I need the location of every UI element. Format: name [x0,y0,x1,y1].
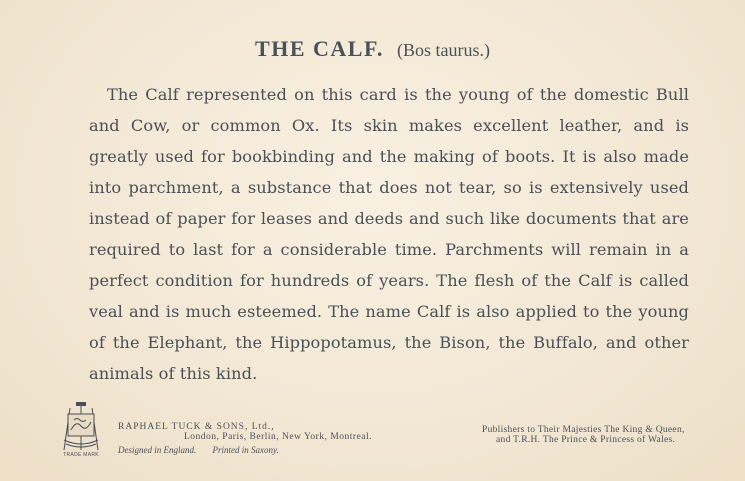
title-main: THE CALF. [255,36,384,61]
text-line: and Cow, or common Ox. Its skin makes excellent leather, and is [89,116,689,135]
trade-mark-label: TRADE MARK [63,452,99,458]
description-text [89,79,689,389]
printed-note: Printed in Saxony. [212,445,279,455]
text-line: into parchment, a substance that does not tear, so is extensively used [89,178,689,197]
text-line: veal and is much esteemed. The name Calf is also applied to the young [89,302,689,321]
text-line: The Calf represented on this card is the young of the domestic Bull [107,85,689,104]
text-line: perfect condition for hundreds of years. The flesh of the Calf is called [89,271,689,290]
designed-note: Designed in England. [118,445,197,455]
text-line: instead of paper for leases and deeds and such like documents that are [89,209,689,228]
origin-note [118,445,372,455]
text-line: of the Elephant, the Hippopotamus, the Bison, the Buffalo, and other [89,333,689,352]
royal-line-2: and T.R.H. The Prince & Princess of Wales. [496,435,676,445]
royal-line-1: Publishers to Their Majesties The King & Queen, [482,425,685,435]
publisher-cities: London, Paris, Berlin, New York, Montreal. [184,432,373,442]
text-line: animals of this kind. [89,364,258,383]
title-latin-name: (Bos taurus.) [396,40,490,60]
text-line: greatly used for bookbinding and the making of boots. It is also made [89,147,689,166]
easel-trademark-icon [56,400,106,462]
card-title [0,36,745,62]
publisher-footer [0,398,745,478]
publisher-name: RAPHAEL TUCK & SONS, Ltd., [118,422,275,432]
royal-warrant [482,425,685,445]
text-line: required to last for a considerable time. Parchments will remain in a [89,240,689,259]
publisher-info [118,422,372,455]
